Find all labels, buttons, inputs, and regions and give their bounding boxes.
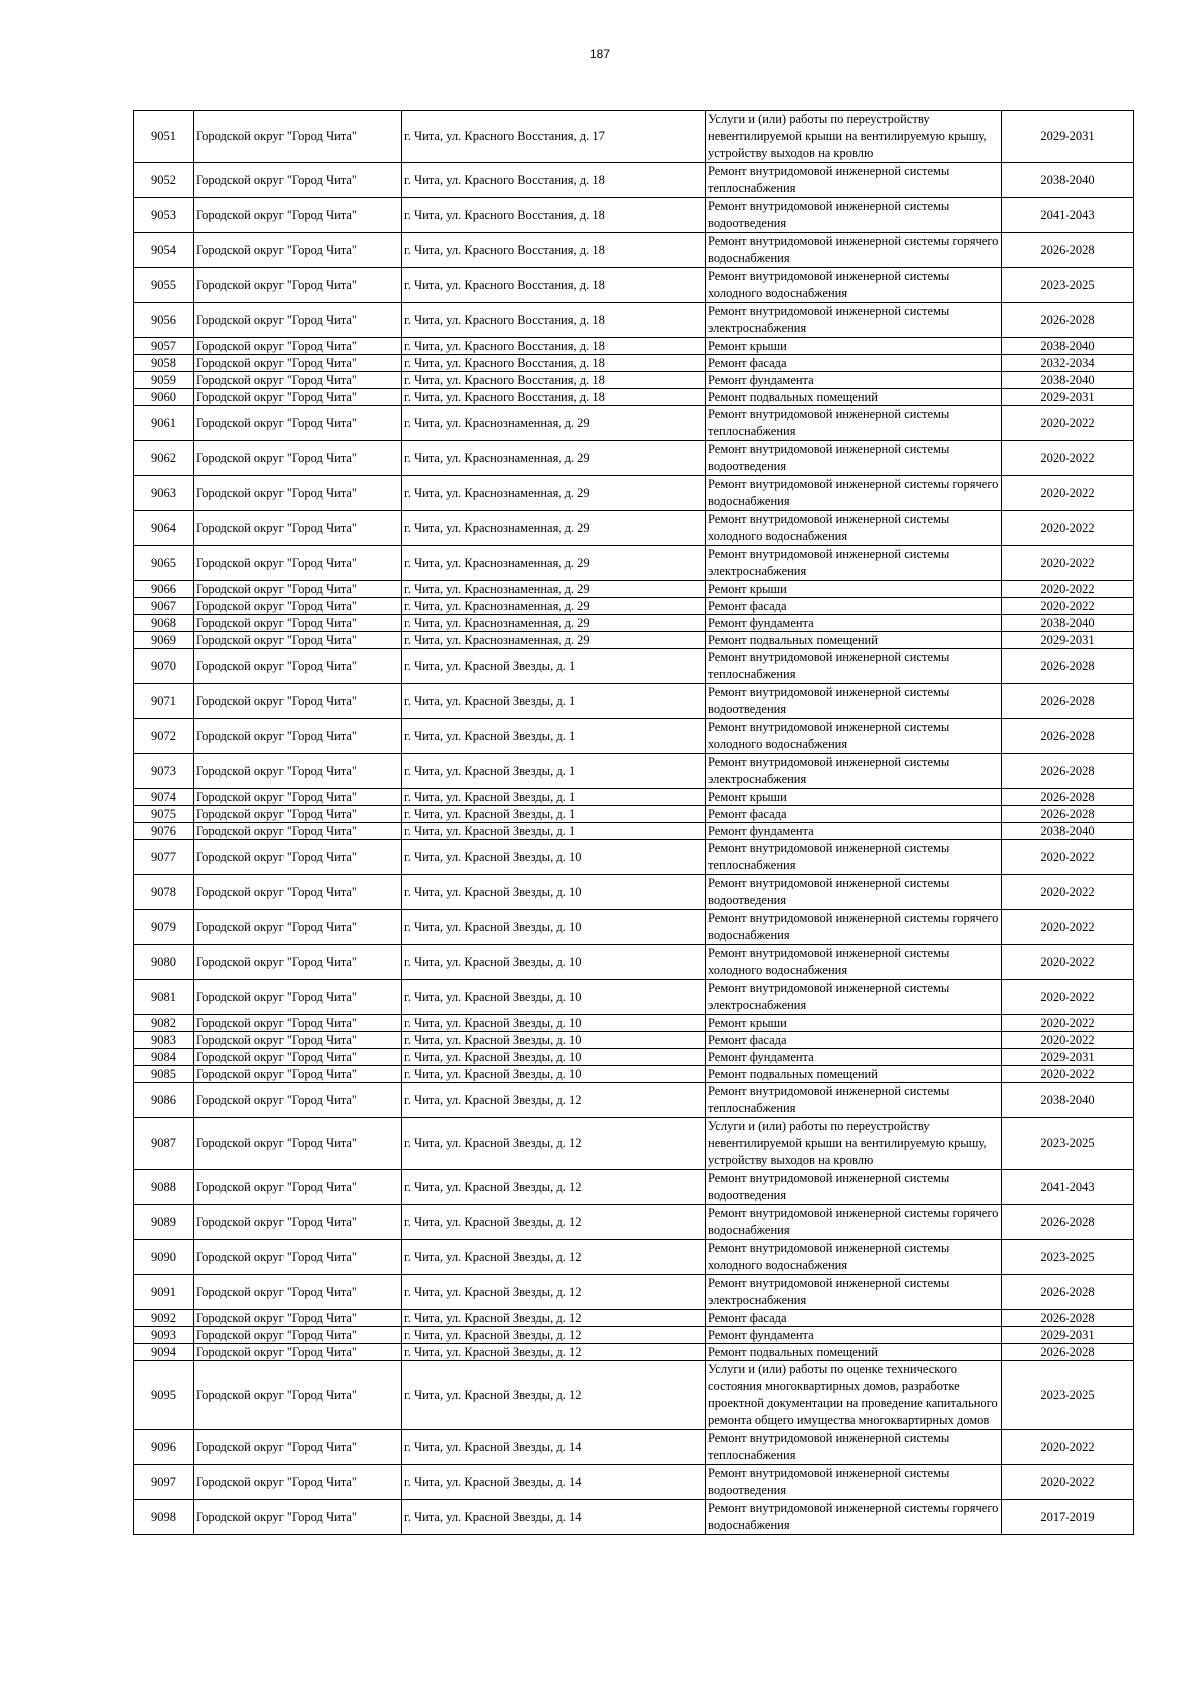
years-cell: 2029-2031 — [1002, 632, 1134, 649]
table-row — [134, 1465, 1134, 1500]
municipality-cell: Городской округ "Город Чита" — [194, 754, 402, 789]
row-number: 9086 — [134, 1083, 194, 1118]
municipality-cell: Городской округ "Город Чита" — [194, 511, 402, 546]
address-cell: г. Чита, ул. Красного Восстания, д. 18 — [402, 355, 706, 372]
table-row — [134, 1032, 1134, 1049]
work-type-cell: Ремонт фасада — [706, 355, 1002, 372]
years-cell: 2038-2040 — [1002, 823, 1134, 840]
row-number: 9082 — [134, 1015, 194, 1032]
table-row — [134, 806, 1134, 823]
years-cell: 2026-2028 — [1002, 684, 1134, 719]
years-cell: 2023-2025 — [1002, 1361, 1134, 1430]
address-cell: г. Чита, ул. Красной Звезды, д. 1 — [402, 789, 706, 806]
municipality-cell: Городской округ "Город Чита" — [194, 840, 402, 875]
work-type-cell: Ремонт крыши — [706, 1015, 1002, 1032]
work-type-cell: Ремонт внутридомовой инженерной системы электроснабжения — [706, 980, 1002, 1015]
row-number: 9064 — [134, 511, 194, 546]
work-type-cell: Услуги и (или) работы по оценке технического состояния многоквартирных домов, разработке проектной документации на проведение капитального ремонта общего имущества многоквартирных домов — [706, 1361, 1002, 1430]
repair-schedule-table — [133, 110, 1134, 1535]
address-cell: г. Чита, ул. Красной Звезды, д. 10 — [402, 1015, 706, 1032]
municipality-cell: Городской округ "Город Чита" — [194, 406, 402, 441]
years-cell: 2020-2022 — [1002, 511, 1134, 546]
address-cell: г. Чита, ул. Красной Звезды, д. 14 — [402, 1500, 706, 1535]
table-row — [134, 1205, 1134, 1240]
municipality-cell: Городской округ "Город Чита" — [194, 1465, 402, 1500]
municipality-cell: Городской округ "Город Чита" — [194, 875, 402, 910]
years-cell: 2026-2028 — [1002, 789, 1134, 806]
address-cell: г. Чита, ул. Красной Звезды, д. 12 — [402, 1240, 706, 1275]
years-cell: 2020-2022 — [1002, 980, 1134, 1015]
municipality-cell: Городской округ "Город Чита" — [194, 1430, 402, 1465]
row-number: 9081 — [134, 980, 194, 1015]
address-cell: г. Чита, ул. Красной Звезды, д. 1 — [402, 719, 706, 754]
address-cell: г. Чита, ул. Красного Восстания, д. 18 — [402, 268, 706, 303]
address-cell: г. Чита, ул. Красной Звезды, д. 12 — [402, 1205, 706, 1240]
row-number: 9085 — [134, 1066, 194, 1083]
years-cell: 2038-2040 — [1002, 338, 1134, 355]
years-cell: 2023-2025 — [1002, 268, 1134, 303]
municipality-cell: Городской округ "Город Чита" — [194, 684, 402, 719]
years-cell: 2026-2028 — [1002, 1310, 1134, 1327]
years-cell: 2029-2031 — [1002, 1327, 1134, 1344]
address-cell: г. Чита, ул. Краснознаменная, д. 29 — [402, 441, 706, 476]
municipality-cell: Городской округ "Город Чита" — [194, 268, 402, 303]
address-cell: г. Чита, ул. Краснознаменная, д. 29 — [402, 581, 706, 598]
row-number: 9083 — [134, 1032, 194, 1049]
table-row — [134, 1049, 1134, 1066]
municipality-cell: Городской округ "Город Чита" — [194, 1015, 402, 1032]
municipality-cell: Городской округ "Город Чита" — [194, 476, 402, 511]
municipality-cell: Городской округ "Город Чита" — [194, 233, 402, 268]
row-number: 9060 — [134, 389, 194, 406]
years-cell: 2041-2043 — [1002, 198, 1134, 233]
table-row — [134, 823, 1134, 840]
row-number: 9072 — [134, 719, 194, 754]
work-type-cell: Ремонт внутридомовой инженерной системы электроснабжения — [706, 303, 1002, 338]
work-type-cell: Ремонт внутридомовой инженерной системы теплоснабжения — [706, 840, 1002, 875]
address-cell: г. Чита, ул. Красной Звезды, д. 1 — [402, 806, 706, 823]
address-cell: г. Чита, ул. Красной Звезды, д. 1 — [402, 823, 706, 840]
address-cell: г. Чита, ул. Краснознаменная, д. 29 — [402, 406, 706, 441]
row-number: 9052 — [134, 163, 194, 198]
row-number: 9066 — [134, 581, 194, 598]
work-type-cell: Ремонт внутридомовой инженерной системы электроснабжения — [706, 1275, 1002, 1310]
work-type-cell: Ремонт внутридомовой инженерной системы теплоснабжения — [706, 1430, 1002, 1465]
work-type-cell: Ремонт внутридомовой инженерной системы холодного водоснабжения — [706, 511, 1002, 546]
table-row — [134, 649, 1134, 684]
years-cell: 2038-2040 — [1002, 1083, 1134, 1118]
municipality-cell: Городской округ "Город Чита" — [194, 632, 402, 649]
work-type-cell: Ремонт внутридомовой инженерной системы горячего водоснабжения — [706, 233, 1002, 268]
work-type-cell: Ремонт подвальных помещений — [706, 389, 1002, 406]
municipality-cell: Городской округ "Город Чита" — [194, 980, 402, 1015]
work-type-cell: Ремонт фундамента — [706, 1327, 1002, 1344]
years-cell: 2029-2031 — [1002, 1049, 1134, 1066]
table-row — [134, 684, 1134, 719]
row-number: 9073 — [134, 754, 194, 789]
table-row — [134, 1118, 1134, 1170]
row-number: 9076 — [134, 823, 194, 840]
row-number: 9095 — [134, 1361, 194, 1430]
work-type-cell: Ремонт внутридомовой инженерной системы горячего водоснабжения — [706, 1500, 1002, 1535]
row-number: 9074 — [134, 789, 194, 806]
work-type-cell: Ремонт внутридомовой инженерной системы электроснабжения — [706, 546, 1002, 581]
address-cell: г. Чита, ул. Красной Звезды, д. 10 — [402, 1066, 706, 1083]
table-body — [134, 111, 1134, 1535]
municipality-cell: Городской округ "Город Чита" — [194, 111, 402, 163]
work-type-cell: Ремонт внутридомовой инженерной системы водоотведения — [706, 1465, 1002, 1500]
work-type-cell: Ремонт внутридомовой инженерной системы горячего водоснабжения — [706, 476, 1002, 511]
address-cell: г. Чита, ул. Красной Звезды, д. 10 — [402, 980, 706, 1015]
address-cell: г. Чита, ул. Краснознаменная, д. 29 — [402, 632, 706, 649]
work-type-cell: Ремонт крыши — [706, 338, 1002, 355]
row-number: 9078 — [134, 875, 194, 910]
municipality-cell: Городской округ "Город Чита" — [194, 1500, 402, 1535]
table-row — [134, 632, 1134, 649]
work-type-cell: Ремонт внутридомовой инженерной системы горячего водоснабжения — [706, 1205, 1002, 1240]
row-number: 9063 — [134, 476, 194, 511]
address-cell: г. Чита, ул. Красной Звезды, д. 12 — [402, 1118, 706, 1170]
years-cell: 2017-2019 — [1002, 1500, 1134, 1535]
table-row — [134, 1170, 1134, 1205]
row-number: 9087 — [134, 1118, 194, 1170]
table-row — [134, 1327, 1134, 1344]
years-cell: 2020-2022 — [1002, 1066, 1134, 1083]
address-cell: г. Чита, ул. Краснознаменная, д. 29 — [402, 476, 706, 511]
table-row — [134, 476, 1134, 511]
row-number: 9070 — [134, 649, 194, 684]
municipality-cell: Городской округ "Город Чита" — [194, 615, 402, 632]
years-cell: 2026-2028 — [1002, 754, 1134, 789]
table-row — [134, 441, 1134, 476]
address-cell: г. Чита, ул. Красной Звезды, д. 12 — [402, 1361, 706, 1430]
address-cell: г. Чита, ул. Красного Восстания, д. 18 — [402, 303, 706, 338]
row-number: 9084 — [134, 1049, 194, 1066]
municipality-cell: Городской округ "Город Чита" — [194, 1240, 402, 1275]
municipality-cell: Городской округ "Город Чита" — [194, 649, 402, 684]
table-row — [134, 840, 1134, 875]
years-cell: 2020-2022 — [1002, 1465, 1134, 1500]
work-type-cell: Ремонт фундамента — [706, 823, 1002, 840]
row-number: 9053 — [134, 198, 194, 233]
years-cell: 2026-2028 — [1002, 1344, 1134, 1361]
work-type-cell: Ремонт фасада — [706, 1032, 1002, 1049]
address-cell: г. Чита, ул. Красной Звезды, д. 12 — [402, 1275, 706, 1310]
address-cell: г. Чита, ул. Краснознаменная, д. 29 — [402, 598, 706, 615]
work-type-cell: Ремонт подвальных помещений — [706, 632, 1002, 649]
address-cell: г. Чита, ул. Красной Звезды, д. 12 — [402, 1170, 706, 1205]
row-number: 9069 — [134, 632, 194, 649]
municipality-cell: Городской округ "Город Чита" — [194, 1170, 402, 1205]
address-cell: г. Чита, ул. Красной Звезды, д. 10 — [402, 1049, 706, 1066]
work-type-cell: Ремонт внутридомовой инженерной системы водоотведения — [706, 684, 1002, 719]
address-cell: г. Чита, ул. Красной Звезды, д. 12 — [402, 1083, 706, 1118]
years-cell: 2026-2028 — [1002, 233, 1134, 268]
table-row — [134, 111, 1134, 163]
table-row — [134, 546, 1134, 581]
municipality-cell: Городской округ "Город Чита" — [194, 1049, 402, 1066]
years-cell: 2032-2034 — [1002, 355, 1134, 372]
municipality-cell: Городской округ "Город Чита" — [194, 1032, 402, 1049]
table-row — [134, 945, 1134, 980]
address-cell: г. Чита, ул. Красной Звезды, д. 10 — [402, 945, 706, 980]
row-number: 9093 — [134, 1327, 194, 1344]
work-type-cell: Ремонт крыши — [706, 789, 1002, 806]
municipality-cell: Городской округ "Город Чита" — [194, 546, 402, 581]
municipality-cell: Городской округ "Город Чита" — [194, 806, 402, 823]
years-cell: 2038-2040 — [1002, 615, 1134, 632]
years-cell: 2026-2028 — [1002, 1205, 1134, 1240]
work-type-cell: Ремонт внутридомовой инженерной системы теплоснабжения — [706, 406, 1002, 441]
row-number: 9089 — [134, 1205, 194, 1240]
table-row — [134, 980, 1134, 1015]
address-cell: г. Чита, ул. Краснознаменная, д. 29 — [402, 615, 706, 632]
row-number: 9057 — [134, 338, 194, 355]
work-type-cell: Ремонт внутридомовой инженерной системы холодного водоснабжения — [706, 719, 1002, 754]
years-cell: 2038-2040 — [1002, 163, 1134, 198]
work-type-cell: Ремонт подвальных помещений — [706, 1066, 1002, 1083]
address-cell: г. Чита, ул. Красной Звезды, д. 1 — [402, 649, 706, 684]
table-row — [134, 1066, 1134, 1083]
years-cell: 2038-2040 — [1002, 372, 1134, 389]
row-number: 9071 — [134, 684, 194, 719]
address-cell: г. Чита, ул. Красного Восстания, д. 18 — [402, 233, 706, 268]
table-row — [134, 1344, 1134, 1361]
table-row — [134, 1240, 1134, 1275]
municipality-cell: Городской округ "Город Чита" — [194, 303, 402, 338]
work-type-cell: Ремонт подвальных помещений — [706, 1344, 1002, 1361]
years-cell: 2029-2031 — [1002, 389, 1134, 406]
work-type-cell: Ремонт фундамента — [706, 1049, 1002, 1066]
address-cell: г. Чита, ул. Красного Восстания, д. 18 — [402, 163, 706, 198]
table-row — [134, 389, 1134, 406]
municipality-cell: Городской округ "Город Чита" — [194, 581, 402, 598]
table-row — [134, 875, 1134, 910]
work-type-cell: Ремонт внутридомовой инженерной системы холодного водоснабжения — [706, 1240, 1002, 1275]
address-cell: г. Чита, ул. Красной Звезды, д. 1 — [402, 754, 706, 789]
work-type-cell: Ремонт внутридомовой инженерной системы теплоснабжения — [706, 649, 1002, 684]
work-type-cell: Ремонт крыши — [706, 581, 1002, 598]
years-cell: 2041-2043 — [1002, 1170, 1134, 1205]
years-cell: 2023-2025 — [1002, 1118, 1134, 1170]
row-number: 9054 — [134, 233, 194, 268]
row-number: 9061 — [134, 406, 194, 441]
years-cell: 2020-2022 — [1002, 875, 1134, 910]
address-cell: г. Чита, ул. Красной Звезды, д. 10 — [402, 840, 706, 875]
municipality-cell: Городской округ "Город Чита" — [194, 372, 402, 389]
work-type-cell: Ремонт фасада — [706, 598, 1002, 615]
table-row — [134, 198, 1134, 233]
address-cell: г. Чита, ул. Красной Звезды, д. 12 — [402, 1344, 706, 1361]
table-row — [134, 338, 1134, 355]
table-row — [134, 372, 1134, 389]
table-row — [134, 598, 1134, 615]
work-type-cell: Ремонт внутридомовой инженерной системы электроснабжения — [706, 754, 1002, 789]
work-type-cell: Ремонт фундамента — [706, 372, 1002, 389]
address-cell: г. Чита, ул. Красной Звезды, д. 10 — [402, 1032, 706, 1049]
row-number: 9077 — [134, 840, 194, 875]
work-type-cell: Ремонт внутридомовой инженерной системы холодного водоснабжения — [706, 268, 1002, 303]
years-cell: 2026-2028 — [1002, 806, 1134, 823]
years-cell: 2020-2022 — [1002, 1015, 1134, 1032]
row-number: 9058 — [134, 355, 194, 372]
municipality-cell: Городской округ "Город Чита" — [194, 789, 402, 806]
municipality-cell: Городской округ "Город Чита" — [194, 1327, 402, 1344]
years-cell: 2026-2028 — [1002, 1275, 1134, 1310]
years-cell: 2029-2031 — [1002, 111, 1134, 163]
table-row — [134, 1310, 1134, 1327]
address-cell: г. Чита, ул. Красного Восстания, д. 18 — [402, 389, 706, 406]
address-cell: г. Чита, ул. Красной Звезды, д. 10 — [402, 910, 706, 945]
row-number: 9075 — [134, 806, 194, 823]
years-cell: 2020-2022 — [1002, 598, 1134, 615]
address-cell: г. Чита, ул. Красной Звезды, д. 14 — [402, 1430, 706, 1465]
address-cell: г. Чита, ул. Краснознаменная, д. 29 — [402, 546, 706, 581]
municipality-cell: Городской округ "Город Чита" — [194, 389, 402, 406]
table-row — [134, 1015, 1134, 1032]
work-type-cell: Ремонт внутридомовой инженерной системы водоотведения — [706, 875, 1002, 910]
years-cell: 2020-2022 — [1002, 476, 1134, 511]
years-cell: 2020-2022 — [1002, 581, 1134, 598]
table-row — [134, 233, 1134, 268]
municipality-cell: Городской округ "Город Чита" — [194, 1066, 402, 1083]
row-number: 9056 — [134, 303, 194, 338]
municipality-cell: Городской округ "Город Чита" — [194, 1361, 402, 1430]
years-cell: 2020-2022 — [1002, 441, 1134, 476]
years-cell: 2020-2022 — [1002, 1430, 1134, 1465]
municipality-cell: Городской округ "Город Чита" — [194, 719, 402, 754]
years-cell: 2020-2022 — [1002, 546, 1134, 581]
address-cell: г. Чита, ул. Красного Восстания, д. 17 — [402, 111, 706, 163]
row-number: 9051 — [134, 111, 194, 163]
table-row — [134, 1361, 1134, 1430]
row-number: 9055 — [134, 268, 194, 303]
work-type-cell: Ремонт внутридомовой инженерной системы горячего водоснабжения — [706, 910, 1002, 945]
row-number: 9097 — [134, 1465, 194, 1500]
table-row — [134, 581, 1134, 598]
municipality-cell: Городской округ "Город Чита" — [194, 1275, 402, 1310]
municipality-cell: Городской округ "Город Чита" — [194, 338, 402, 355]
address-cell: г. Чита, ул. Красной Звезды, д. 1 — [402, 684, 706, 719]
work-type-cell: Услуги и (или) работы по переустройству невентилируемой крыши на вентилируемую крышу, устройству выходов на кровлю — [706, 111, 1002, 163]
years-cell: 2020-2022 — [1002, 1032, 1134, 1049]
years-cell: 2020-2022 — [1002, 910, 1134, 945]
work-type-cell: Ремонт внутридомовой инженерной системы водоотведения — [706, 1170, 1002, 1205]
municipality-cell: Городской округ "Город Чита" — [194, 1344, 402, 1361]
row-number: 9088 — [134, 1170, 194, 1205]
municipality-cell: Городской округ "Город Чита" — [194, 441, 402, 476]
row-number: 9079 — [134, 910, 194, 945]
address-cell: г. Чита, ул. Краснознаменная, д. 29 — [402, 511, 706, 546]
table-row — [134, 1275, 1134, 1310]
row-number: 9094 — [134, 1344, 194, 1361]
work-type-cell: Ремонт внутридомовой инженерной системы водоотведения — [706, 198, 1002, 233]
municipality-cell: Городской округ "Город Чита" — [194, 1205, 402, 1240]
years-cell: 2026-2028 — [1002, 649, 1134, 684]
row-number: 9091 — [134, 1275, 194, 1310]
row-number: 9096 — [134, 1430, 194, 1465]
years-cell: 2026-2028 — [1002, 303, 1134, 338]
table-row — [134, 719, 1134, 754]
table-row — [134, 1430, 1134, 1465]
municipality-cell: Городской округ "Город Чита" — [194, 1083, 402, 1118]
row-number: 9062 — [134, 441, 194, 476]
municipality-cell: Городской округ "Город Чита" — [194, 1310, 402, 1327]
municipality-cell: Городской округ "Город Чита" — [194, 163, 402, 198]
table-row — [134, 511, 1134, 546]
table-row — [134, 268, 1134, 303]
table-row — [134, 615, 1134, 632]
table-row — [134, 754, 1134, 789]
municipality-cell: Городской округ "Город Чита" — [194, 823, 402, 840]
years-cell: 2023-2025 — [1002, 1240, 1134, 1275]
work-type-cell: Ремонт внутридомовой инженерной системы водоотведения — [706, 441, 1002, 476]
row-number: 9059 — [134, 372, 194, 389]
table-row — [134, 1500, 1134, 1535]
years-cell: 2020-2022 — [1002, 406, 1134, 441]
years-cell: 2020-2022 — [1002, 945, 1134, 980]
table-row — [134, 163, 1134, 198]
municipality-cell: Городской округ "Город Чита" — [194, 1118, 402, 1170]
row-number: 9065 — [134, 546, 194, 581]
work-type-cell: Услуги и (или) работы по переустройству невентилируемой крыши на вентилируемую крышу, устройству выходов на кровлю — [706, 1118, 1002, 1170]
row-number: 9080 — [134, 945, 194, 980]
work-type-cell: Ремонт фасада — [706, 806, 1002, 823]
address-cell: г. Чита, ул. Красной Звезды, д. 12 — [402, 1310, 706, 1327]
address-cell: г. Чита, ул. Красного Восстания, д. 18 — [402, 198, 706, 233]
table-row — [134, 910, 1134, 945]
address-cell: г. Чита, ул. Красного Восстания, д. 18 — [402, 338, 706, 355]
years-cell: 2026-2028 — [1002, 719, 1134, 754]
table-row — [134, 1083, 1134, 1118]
page-number: 187 — [589, 47, 611, 61]
municipality-cell: Городской округ "Город Чита" — [194, 355, 402, 372]
table-row — [134, 355, 1134, 372]
address-cell: г. Чита, ул. Красной Звезды, д. 10 — [402, 875, 706, 910]
table-row — [134, 303, 1134, 338]
municipality-cell: Городской округ "Город Чита" — [194, 945, 402, 980]
table-row — [134, 789, 1134, 806]
row-number: 9098 — [134, 1500, 194, 1535]
municipality-cell: Городской округ "Город Чита" — [194, 198, 402, 233]
municipality-cell: Городской округ "Город Чита" — [194, 598, 402, 615]
municipality-cell: Городской округ "Город Чита" — [194, 910, 402, 945]
table-row — [134, 406, 1134, 441]
row-number: 9067 — [134, 598, 194, 615]
years-cell: 2020-2022 — [1002, 840, 1134, 875]
row-number: 9092 — [134, 1310, 194, 1327]
work-type-cell: Ремонт внутридомовой инженерной системы теплоснабжения — [706, 163, 1002, 198]
address-cell: г. Чита, ул. Красного Восстания, д. 18 — [402, 372, 706, 389]
work-type-cell: Ремонт фасада — [706, 1310, 1002, 1327]
row-number: 9068 — [134, 615, 194, 632]
row-number: 9090 — [134, 1240, 194, 1275]
address-cell: г. Чита, ул. Красной Звезды, д. 12 — [402, 1327, 706, 1344]
work-type-cell: Ремонт внутридомовой инженерной системы теплоснабжения — [706, 1083, 1002, 1118]
work-type-cell: Ремонт внутридомовой инженерной системы холодного водоснабжения — [706, 945, 1002, 980]
address-cell: г. Чита, ул. Красной Звезды, д. 14 — [402, 1465, 706, 1500]
work-type-cell: Ремонт фундамента — [706, 615, 1002, 632]
